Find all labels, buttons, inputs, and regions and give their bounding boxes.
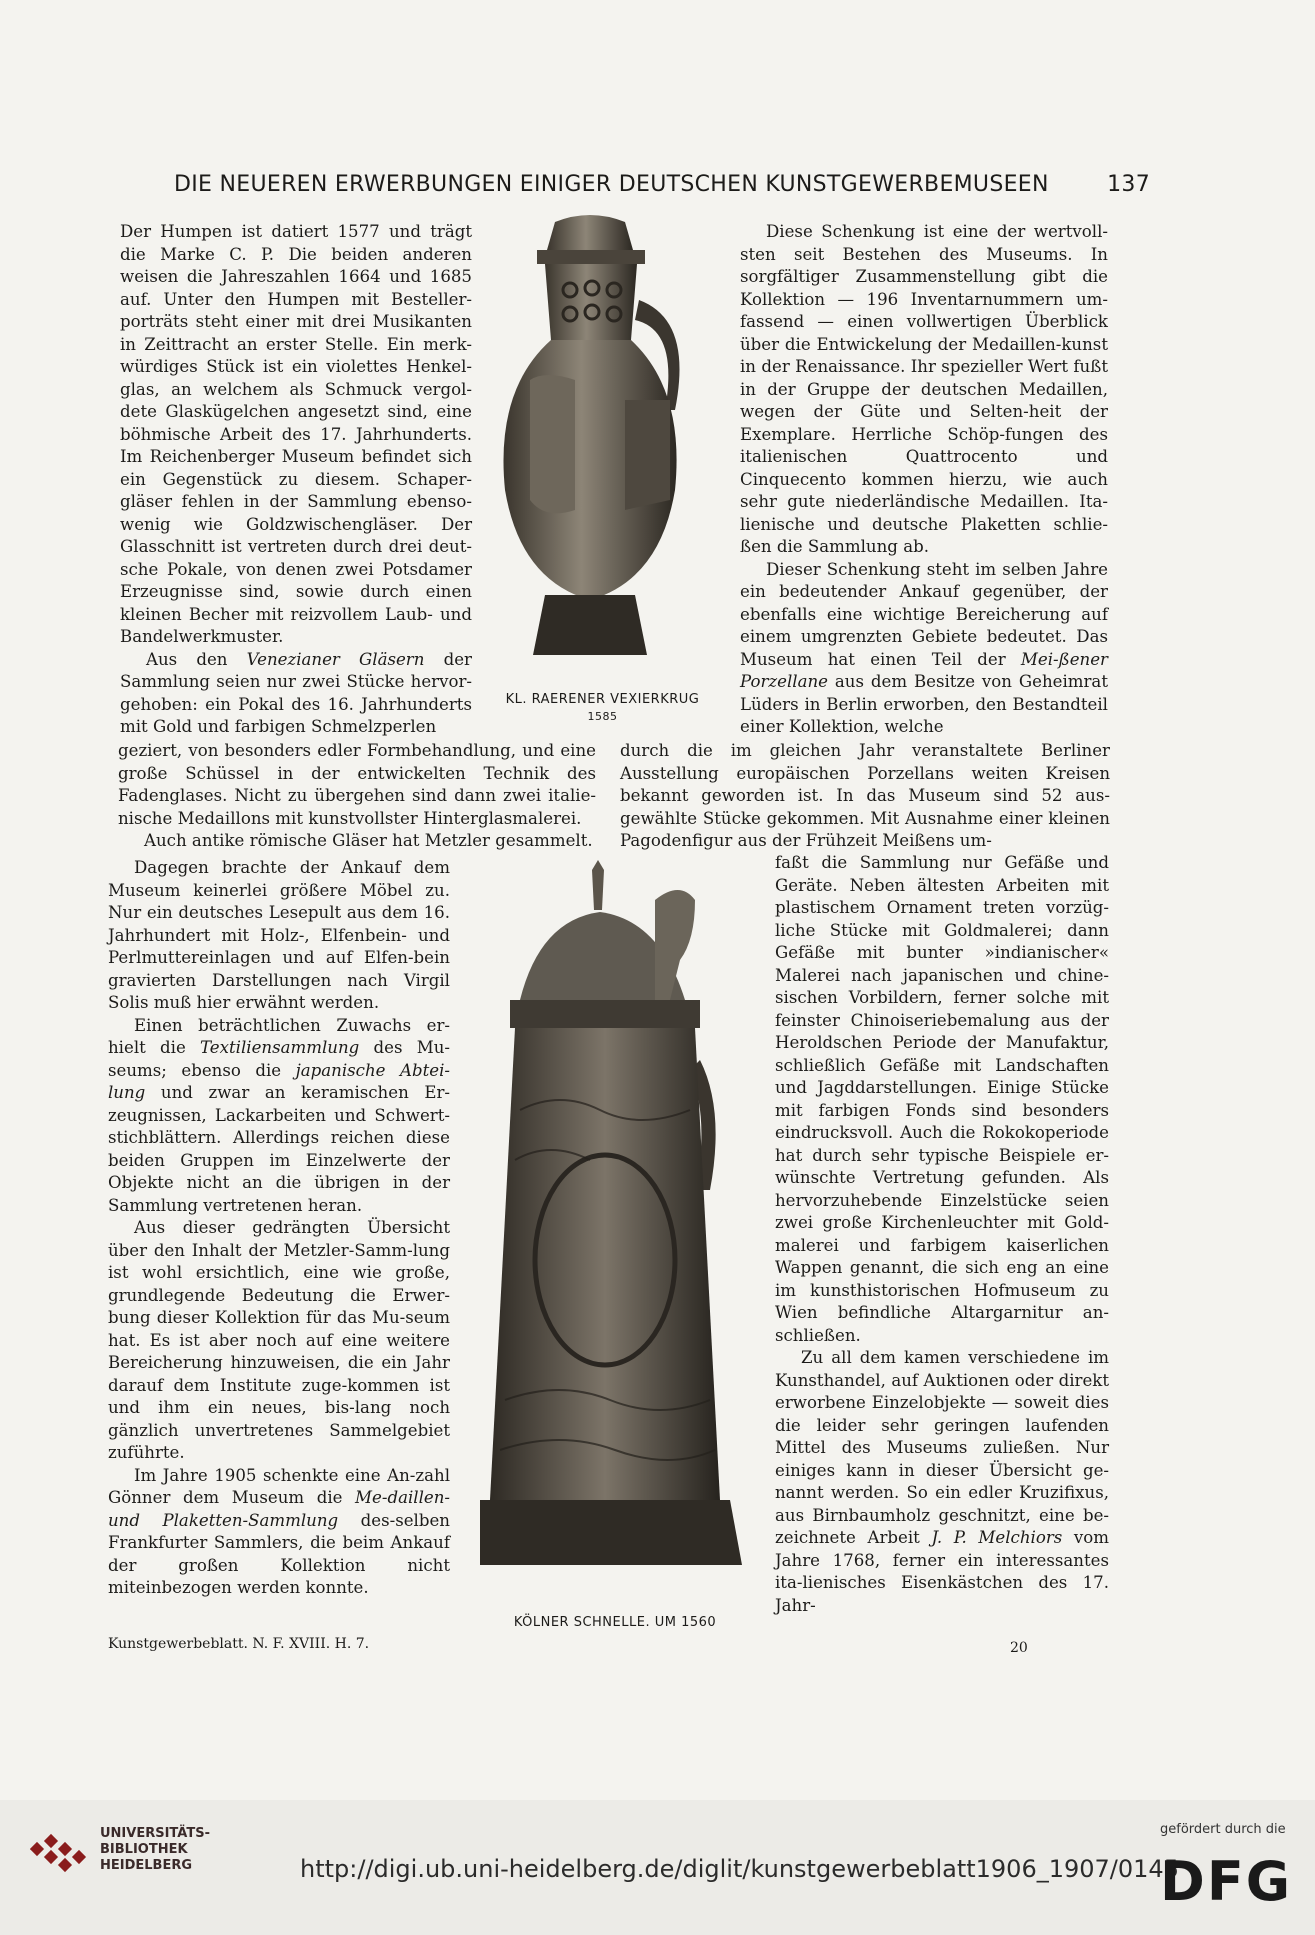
paragraph: durch die im gleichen Jahr veranstaltete Berliner Ausstellung europäischen Porzellans weiten Kreisen bekannt geworden ist. In das Museum sind 52 aus-gewählte Stücke gekommen. Mit Ausnahme einer kleinen Pagodenfigur aus der Frühzeit Meißens um- <box>620 741 1110 850</box>
paragraph: Einen beträchtlichen Zuwachs er-hielt die Textiliensammlung des Mu-seums; ebenso die japanische Abtei-lung und zwar an keramischen Er-zeugnissen, Lackarbeiten und Schwert-stichblättern. Allerdings reichen diese beiden Gruppen im Einzelwerte der Objekte nicht an die übrigen in der Sammlung vertretenen heran. <box>108 1015 451 1215</box>
funding-note: gefördert durch die <box>1160 1822 1286 1837</box>
column-left-bottom <box>108 857 450 1600</box>
footer-signature: Kunstgewerbeblatt. N. F. XVIII. H. 7. <box>108 1636 370 1652</box>
column-right-top <box>740 221 1108 739</box>
caption-figure-1-year: 1585 <box>587 710 618 723</box>
university-logo-icon <box>30 1826 90 1886</box>
caption-figure-1: KL. RAERENER VEXIERKRUG <box>505 692 700 707</box>
paragraph: Aus den Venezianer Gläsern der Sammlung seien nur zwei Stücke hervor-gehoben: ein Pokal des 16. Jahrhunderts mit Gold und farbigen Schmelzperlen <box>120 649 472 736</box>
band-right <box>620 740 1110 853</box>
paragraph: Der Humpen ist datiert 1577 und trägt die Marke C. P. Die beiden anderen weisen die Jahreszahlen 1664 und 1685 auf. Unter den Humpen mit Besteller-porträts steht einer mit drei Musikanten in Zeittracht an erster Stelle. Ein merk-würdiges Stück ist ein violettes Henkel-glas, an welchem als Schmuck vergol-dete Glaskügelchen angesetzt sind, eine böhmische Arbeit des 17. Jahrhunderts. Im Reichenberger Museum befindet sich ein Gegenstück zu diesem. Schaper-gläser fehlen in der Sammlung ebenso-wenig wie Goldzwischengläser. Der Glasschnitt ist vertreten durch drei deut-sche Pokale, von denen zwei Potsdamer Erzeugnisse sind, sowie durch einen kleinen Becher mit reizvollem Laub- und Bandelwerkmuster. <box>120 222 472 646</box>
band-left <box>118 740 596 853</box>
paragraph: Diese Schenkung ist eine der wertvoll-sten seit Bestehen des Museums. In sorgfältiger Zusammenstellung gibt die Kollektion — 196 Inventarnummern um-fassend — einen vollwertigen Überblick über die Entwickelung der Medaillen-kunst in der Renaissance. Ihr spezieller Wert fußt in der Gruppe der deutschen Medaillen, wegen der Güte und Selten-heit der Exemplare. Herrliche Schöp-fungen des italienischen Quattrocento und Cinquecento kommen hierzu, wie auch sehr gute niederländische Medaillen. Ita-lienische und deutsche Plaketten schlie-ßen die Sammlung ab. <box>740 222 1108 556</box>
dfg-logo: DFG <box>1160 1850 1293 1913</box>
paragraph: Im Jahre 1905 schenkte eine An-zahl Gönner dem Museum die Me-daillen- und Plaketten-Sammlung des-selben Frankfurter Sammlers, die beim Ankauf der großen Kollektion nicht miteinbezogen werden konnte. <box>108 1465 450 1597</box>
university-library-name: UNIVERSITÄTS- BIBLIOTHEK HEIDELBERG <box>100 1826 210 1873</box>
footer-signature-number: 20 <box>1010 1640 1028 1656</box>
paragraph: Dagegen brachte der Ankauf dem Museum keinerlei größere Möbel zu. Nur ein deutsches Lesepult aus dem 16. Jahrhundert mit Holz-, Elfenbein- und Perlmuttereinlagen und auf Elfen-bein gravierten Darstellungen nach Virgil Solis muß hier erwähnt werden. <box>108 858 450 1012</box>
header-title: DIE NEUEREN ERWERBUNGEN EINIGER DEUTSCHEN KUNSTGEWERBEMUSEEN <box>174 172 1049 197</box>
column-left-top <box>120 221 472 739</box>
paragraph: Zu all dem kamen verschiedene im Kunsthandel, auf Auktionen oder direkt erworbene Einzelobjekte — soweit dies die leider sehr geringen laufenden Mittel des Museums zuließen. Nur einiges kann in dieser Übersicht ge-nannt werden. So ein edler Kruzifixus, aus Birnbaumholz geschnitzt, eine be-zeichnete Arbeit J. P. Melchiors vom Jahre 1768, ferner ein interessantes ita-lienisches Eisenkästchen des 17. Jahr- <box>775 1348 1110 1615</box>
paragraph: Dieser Schenkung steht im selben Jahre ein bedeutender Ankauf gegenüber, der ebenfalls eine wichtige Bereicherung auf einem umgrenzten Gebiete bedeutet. Das Museum hat einen Teil der Mei-ßener Porzellane aus dem Besitze von Geheimrat Lüders in Berlin erworben, den Bestandteil einer Kollektion, welche <box>740 559 1108 736</box>
paragraph: Auch antike römische Gläser hat Metzler gesammelt. <box>144 831 593 850</box>
figure-koelner-schnelle <box>480 860 750 1595</box>
paragraph: faßt die Sammlung nur Gefäße und Geräte. Neben ältesten Arbeiten mit plastischem Ornament treten vorzüg-liche Stücke mit Goldmalerei; dann Gefäße mit bunter »indianischer« Malerei nach japanischen und chine-sischen Vorbildern, ferner solche mit feinster Chinoiseriebemalung aus der Heroldschen Periode der Manufaktur, schließlich Gefäße mit Landschaften und Jagddarstellungen. Einige Stücke mit farbigen Fonds sind besonders eindrucksvoll. Auch die Rokokoperiode hat durch sehr typische Beispiele er-wünschte Vertretung gefunden. Als hervorzuhebende Einzelstücke seien zwei große Kirchenleuchter mit Gold-malerei und farbigem kaiserlichen Wappen genannt, die sich eng an eine im kunsthistorischen Hofmuseum zu Wien befindliche Altargarnitur an-schließen. <box>775 853 1109 1345</box>
figure-raerener-vexierkrug <box>475 210 705 665</box>
caption-figure-2: KÖLNER SCHNELLE. UM 1560 <box>513 1615 717 1630</box>
paragraph: geziert, von besonders edler Formbehandlung, und eine große Schüssel in der entwickelten Technik des Fadenglases. Nicht zu übergehen sind dann zwei italie-nische Medaillons mit kunstvollster Hinterglasmalerei. <box>118 741 596 828</box>
paragraph: Aus dieser gedrängten Übersicht über den Inhalt der Metzler-Samm-lung ist wohl ersichtlich, eine wie große, grundlegende Bedeutung die Erwer-bung dieser Kollektion für das Mu-seum hat. Es ist aber noch auf eine weitere Bereicherung hinzuweisen, die ein Jahr darauf dem Institute zuge-kommen ist und ihm ein neues, bis-lang noch gänzlich unvertretenes Sammelgebiet zuführte. <box>108 1218 450 1462</box>
column-right-bottom <box>775 852 1109 1617</box>
permalink-url[interactable]: http://digi.ub.uni-heidelberg.de/diglit/kunstgewerbeblatt1906_1907/0145 <box>300 1855 1179 1883</box>
page-number: 137 <box>1107 172 1150 197</box>
